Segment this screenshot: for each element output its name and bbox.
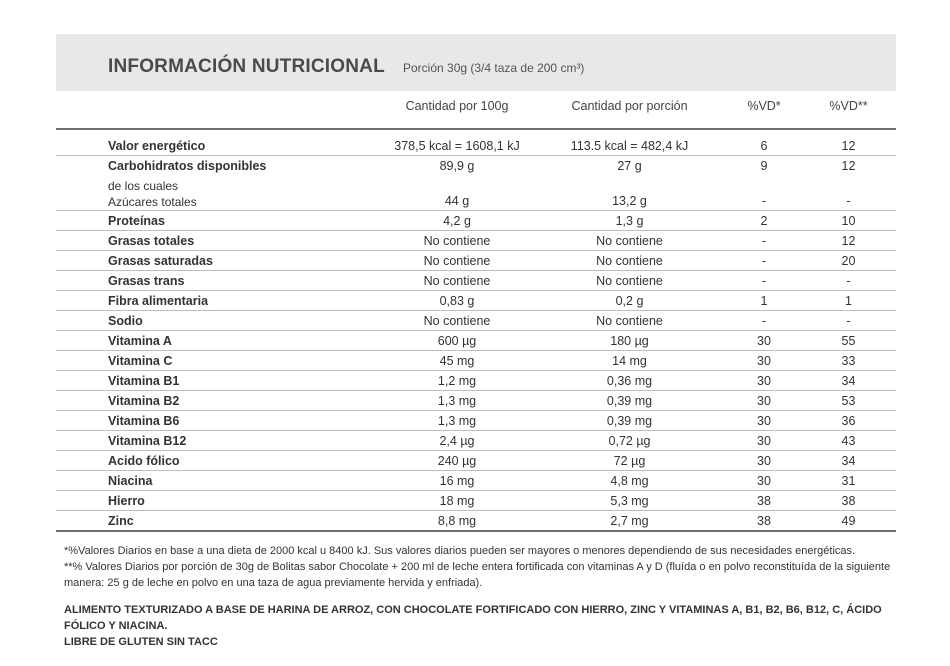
value-vd1: - — [727, 251, 801, 271]
value-per100: 240 µg — [382, 451, 532, 471]
value-vd2: - — [801, 271, 896, 291]
page-title: INFORMACIÓN NUTRICIONAL — [108, 56, 385, 77]
table-row — [56, 471, 896, 491]
value-per100: 1,3 mg — [382, 411, 532, 431]
title-bar — [56, 34, 896, 91]
table-row — [56, 331, 896, 351]
value-vd1: - — [727, 271, 801, 291]
value-vd2: 20 — [801, 251, 896, 271]
table-row — [56, 411, 896, 431]
value-vd1: 38 — [727, 491, 801, 511]
value-per-portion: 2,7 mg — [532, 511, 727, 532]
value-vd2: 33 — [801, 351, 896, 371]
nutrition-table — [56, 130, 896, 532]
column-header-per-portion: Cantidad por porción — [571, 99, 688, 113]
value-vd2: 53 — [801, 391, 896, 411]
value-per100: 4,2 g — [382, 211, 532, 231]
value-vd1: 30 — [727, 431, 801, 451]
value-vd1: 30 — [727, 471, 801, 491]
value-vd1: - — [727, 231, 801, 251]
value-vd1: 30 — [727, 351, 801, 371]
nutrient-name: Valor energético — [56, 130, 382, 156]
nutrient-name: Grasas trans — [56, 271, 382, 291]
value-per100: 16 mg — [382, 471, 532, 491]
value-vd1: 9 — [760, 158, 768, 173]
value-per100: 8,8 mg — [382, 511, 532, 532]
value-per100: No contiene — [382, 251, 532, 271]
nutrient-name: Vitamina B1 — [56, 371, 382, 391]
value-vd2: 12 — [801, 231, 896, 251]
value-vd2: 34 — [801, 371, 896, 391]
table-row — [56, 431, 896, 451]
nutrient-name: Vitamina C — [56, 351, 382, 371]
value-per100: 2,4 µg — [382, 431, 532, 451]
value-per-portion: 1,3 g — [532, 211, 727, 231]
nutrient-name: Proteínas — [56, 211, 382, 231]
value-per-portion: 0,72 µg — [532, 431, 727, 451]
value-per-portion: 13,2 g — [532, 175, 727, 211]
value-per-portion: 5,3 mg — [532, 491, 727, 511]
value-per100: 378,5 kcal = 1608,1 kJ — [382, 130, 532, 156]
nutrient-name: Niacina — [56, 471, 382, 491]
value-per100: 18 mg — [382, 491, 532, 511]
nutrient-name: Fibra alimentaria — [56, 291, 382, 311]
table-row — [56, 351, 896, 371]
value-per-portion: 0,39 mg — [532, 411, 727, 431]
nutrient-name: Vitamina B6 — [56, 411, 382, 431]
sugars-label: Azúcares totales — [108, 195, 197, 209]
nutrient-name: Hierro — [56, 491, 382, 511]
table-row — [56, 511, 896, 532]
value-vd2: 12 — [841, 158, 856, 173]
value-per100: 600 µg — [382, 331, 532, 351]
value-vd2: 10 — [801, 211, 896, 231]
table-row — [56, 271, 896, 291]
value-per-portion: No contiene — [532, 231, 727, 251]
value-per-portion: 180 µg — [532, 331, 727, 351]
product-description: ALIMENTO TEXTURIZADO A BASE DE HARINA DE ARROZ, CON CHOCOLATE FORTIFICADO CON HIERRO, ZINC Y VITAMINAS A, B1, B2, B6, B12, C, ÁCIDO FÓLICO Y NIACINA. — [64, 604, 882, 632]
column-header-vd1: %VD* — [747, 99, 781, 113]
column-header-row — [56, 91, 896, 130]
nutrient-name: Vitamina B12 — [56, 431, 382, 451]
value-per100: 89,9 g — [439, 158, 475, 173]
value-per100: 1,3 mg — [382, 391, 532, 411]
value-per-portion: 113.5 kcal = 482,4 kJ — [532, 130, 727, 156]
value-per100: 44 g — [382, 175, 532, 211]
value-per-portion: 4,8 mg — [532, 471, 727, 491]
table-row — [56, 291, 896, 311]
value-vd1: - — [727, 175, 801, 211]
gluten-free-statement: LIBRE DE GLUTEN SIN TACC — [64, 636, 218, 648]
value-vd2: 12 — [801, 130, 896, 156]
value-per100: 45 mg — [382, 351, 532, 371]
value-vd1: 1 — [727, 291, 801, 311]
value-per-portion: 0,39 mg — [532, 391, 727, 411]
portion-size: Porción 30g (3/4 taza de 200 cm³) — [403, 61, 585, 75]
table-row-sugars — [56, 175, 896, 211]
value-vd1: 30 — [727, 391, 801, 411]
footnote-daily-values: *%Valores Diarios en base a una dieta de 2000 kcal u 8400 kJ. Sus valores diarios pueden ser mayores o menores dependiendo de sus necesidades energéticas. — [64, 545, 856, 557]
value-vd2: 34 — [801, 451, 896, 471]
value-vd1: 30 — [727, 331, 801, 351]
table-row — [56, 451, 896, 471]
nutrition-panel — [56, 34, 896, 532]
nutrient-name: Carbohidratos disponibles — [108, 158, 267, 173]
column-header-vd2: %VD** — [829, 99, 868, 113]
nutrient-name: Vitamina A — [56, 331, 382, 351]
value-vd1: 30 — [727, 411, 801, 431]
table-row — [56, 251, 896, 271]
value-vd2: 38 — [801, 491, 896, 511]
nutrient-name: Sodio — [56, 311, 382, 331]
sugars-label-of-which: de los cuales — [108, 179, 179, 193]
value-per100: No contiene — [382, 231, 532, 251]
nutrient-name: Acido fólico — [56, 451, 382, 471]
value-per-portion: 14 mg — [532, 351, 727, 371]
footnote-portion-values: **% Valores Diarios por porción de 30g de Bolitas sabor Chocolate + 200 ml de leche entera fortificada con vitaminas A y D (fluída o en polvo reconstituída de la siguiente manera: 25 g de leche en polvo en una taza de agua previamente hervida y enfriada). — [64, 561, 891, 589]
table-row — [56, 156, 896, 176]
value-vd2: 1 — [801, 291, 896, 311]
value-vd1: 38 — [727, 511, 801, 532]
nutrient-name-sugars — [56, 175, 382, 211]
value-vd2: 43 — [801, 431, 896, 451]
table-row — [56, 231, 896, 251]
nutrient-name: Grasas totales — [56, 231, 382, 251]
value-per-portion: 72 µg — [532, 451, 727, 471]
table-row — [56, 491, 896, 511]
nutrient-name: Zinc — [56, 511, 382, 532]
value-per100: 1,2 mg — [382, 371, 532, 391]
column-header-per100: Cantidad por 100g — [405, 99, 509, 113]
value-vd1: 6 — [727, 130, 801, 156]
value-vd2: 31 — [801, 471, 896, 491]
table-row — [56, 391, 896, 411]
value-per-portion: No contiene — [532, 311, 727, 331]
value-per-portion: 0,2 g — [532, 291, 727, 311]
value-vd1: 30 — [727, 371, 801, 391]
value-per-portion: 0,36 mg — [532, 371, 727, 391]
value-per100: No contiene — [382, 311, 532, 331]
table-row — [56, 211, 896, 231]
product-legal-text — [64, 602, 894, 650]
value-vd1: 30 — [727, 451, 801, 471]
value-vd2: 36 — [801, 411, 896, 431]
value-vd2: 49 — [801, 511, 896, 532]
footnotes — [64, 543, 894, 591]
value-vd2: - — [801, 175, 896, 211]
table-row — [56, 371, 896, 391]
value-vd2: - — [801, 311, 896, 331]
value-per100: 0,83 g — [382, 291, 532, 311]
value-per-portion: 27 g — [617, 158, 642, 173]
value-per-portion: No contiene — [532, 251, 727, 271]
nutrient-name: Grasas saturadas — [56, 251, 382, 271]
nutrient-name: Vitamina B2 — [56, 391, 382, 411]
value-vd1: - — [727, 311, 801, 331]
value-per-portion: No contiene — [532, 271, 727, 291]
value-vd2: 55 — [801, 331, 896, 351]
table-row — [56, 311, 896, 331]
table-row — [56, 130, 896, 156]
value-per100: No contiene — [382, 271, 532, 291]
value-vd1: 2 — [727, 211, 801, 231]
